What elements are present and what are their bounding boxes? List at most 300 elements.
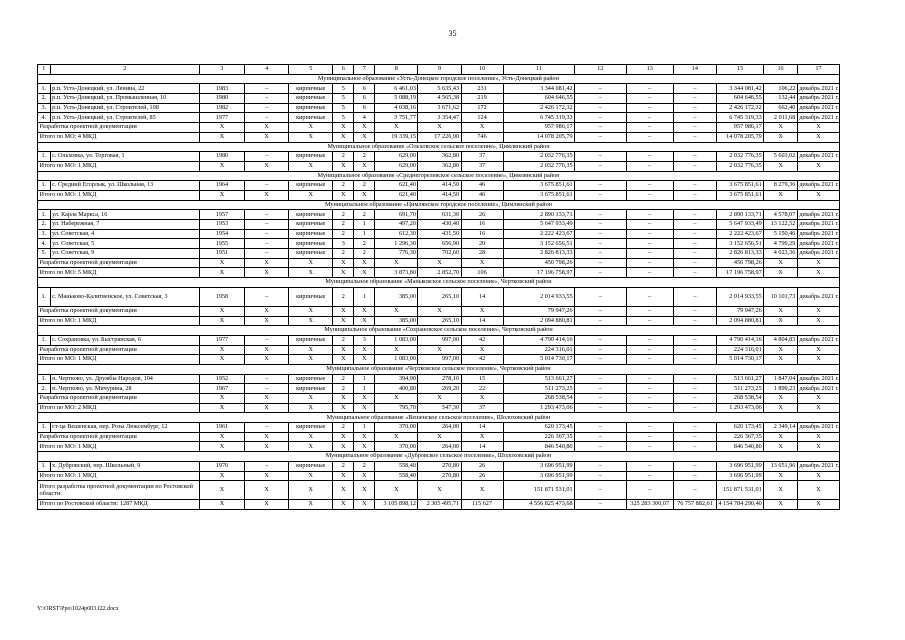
table-cell: 28 (461, 249, 503, 259)
table-cell: – (575, 345, 627, 355)
municipality-title: Муниципальное образование «Вешенское сельское поселение», Шолоховский район (38, 413, 840, 423)
building-row (38, 113, 840, 123)
table-cell: X (333, 132, 354, 142)
table-cell: – (673, 239, 716, 249)
table-cell: 231 (461, 84, 503, 94)
table-cell: 2 (354, 152, 375, 162)
table-cell: 17 226,90 (418, 132, 461, 142)
table-cell: X (764, 316, 798, 326)
table-cell: 385,00 (375, 316, 418, 326)
table-cell: – (673, 423, 716, 433)
table-cell: 3 344 081,42 (503, 84, 574, 94)
building-row (38, 461, 840, 471)
table-cell: X (245, 268, 289, 278)
table-cell: декабрь 2021 г. (799, 423, 839, 431)
table-cell: р.п. Усть-Донецкий, ул. Строителей, 85 (50, 113, 199, 123)
table-cell: кирпичные (289, 374, 333, 384)
table-cell: X (354, 500, 375, 510)
table-cell: X (461, 258, 503, 268)
summary-label: Итого по МО: 1 МКД (38, 355, 200, 365)
table-cell: – (626, 181, 673, 191)
column-number: 12 (575, 65, 627, 75)
table-cell: – (626, 258, 673, 268)
summary-label: Итого по МО: 1 МКД (38, 471, 200, 481)
file-path-footer: Y:\ORST\Ppo\1024p003.f22.docx (37, 606, 119, 612)
table-cell: 1980 (199, 152, 244, 162)
table-cell: декабрь 2021 г. (799, 374, 839, 382)
table-cell: кирпичные (289, 239, 333, 249)
column-number: 5 (289, 65, 333, 75)
table-cell: X (199, 345, 244, 355)
table-cell: 2 032 776,35 (503, 152, 574, 162)
table-cell: – (575, 384, 627, 394)
table-cell: X (199, 161, 244, 171)
table-cell: 46 (461, 181, 503, 191)
summary-row (38, 432, 840, 442)
table-cell: 4. (38, 113, 51, 123)
table-cell: ст-ца Вешенская, пер. Розы Люксембург, 12 (50, 423, 199, 433)
table-cell: 5 635,43 (418, 84, 461, 94)
table-cell: X (354, 306, 375, 316)
table-cell: 2 (333, 249, 354, 259)
table-cell: 224 316,01 (716, 345, 763, 355)
table-cell: X (289, 481, 333, 500)
table-cell: – (626, 113, 673, 123)
table-cell: декабрь 2021 г. (797, 287, 839, 306)
table-cell: 2 (333, 152, 354, 162)
table-cell: – (673, 181, 716, 191)
table-cell: 997,00 (418, 335, 461, 345)
table-cell: – (575, 181, 627, 191)
table-cell: 268 538,54 (503, 394, 574, 404)
column-number: 2 (50, 65, 199, 75)
table-cell: X (354, 394, 375, 404)
table-cell: 14 078 205,79 (503, 132, 574, 142)
table-cell: 547,30 (418, 403, 461, 413)
table-cell: 3 675 851,61 (716, 181, 763, 191)
table-cell: X (764, 471, 798, 481)
table-cell: 558,40 (375, 471, 418, 481)
table-cell: р.п. Усть-Донецкий, ул. Промышленная, 10 (50, 94, 199, 104)
table-cell: X (333, 442, 354, 452)
table-cell: X (764, 132, 798, 142)
table-cell: – (673, 345, 716, 355)
table-cell: X (199, 132, 244, 142)
table-cell: – (673, 442, 716, 452)
table-cell: 362,80 (418, 161, 461, 171)
table-cell: – (626, 442, 673, 452)
table-cell: 26 (461, 461, 503, 471)
table-cell: X (764, 123, 798, 133)
table-cell: – (575, 432, 627, 442)
table-cell: кирпичные (289, 113, 333, 123)
table-cell: ул. Советская, 9 (50, 249, 199, 259)
table-cell: 4 (354, 113, 375, 123)
table-cell: декабрь 2021 г. (799, 94, 839, 102)
table-cell: X (354, 258, 375, 268)
summary-label: Итого по МО: 1 МКД (38, 190, 200, 200)
table-cell: 430,40 (418, 220, 461, 230)
table-cell: с. Ольховка, ул. Торговая, 1 (50, 152, 199, 162)
table-cell: 76 757 882,61 (673, 500, 716, 510)
table-cell: 106 (461, 268, 503, 278)
table-cell: 612,30 (375, 229, 418, 239)
municipality-title: Муниципальное образование «Чертковское сельское поселение», Чертковский район (38, 364, 840, 374)
table-cell: X (199, 442, 244, 452)
municipality-title: Муниципальное образование «Среднегорелевское сельское поселение», Цимлянский район (38, 171, 840, 181)
table-cell: кирпичные (289, 423, 333, 433)
table-cell: – (575, 374, 627, 384)
table-cell: X (418, 306, 461, 316)
table-cell: – (575, 94, 627, 104)
table-cell: 1954 (199, 229, 244, 239)
table-cell: – (245, 249, 289, 259)
table-cell: 846 540,80 (716, 442, 763, 452)
summary-row (38, 355, 840, 365)
table-cell: 3 354,47 (418, 113, 461, 123)
table-cell: – (673, 316, 716, 326)
table-cell: 1977 (199, 335, 244, 345)
table-cell: декабрь 2021 г. (799, 181, 839, 189)
summary-row (38, 394, 840, 404)
table-cell: X (764, 345, 798, 355)
table-cell: X (245, 432, 289, 442)
table-cell: – (673, 161, 716, 171)
table-cell: 79 947,26 (716, 306, 763, 316)
table-cell: – (626, 152, 673, 162)
table-cell: X (797, 481, 839, 500)
table-cell: 4 154 784 290,40 (718, 500, 762, 508)
table-cell: – (575, 461, 627, 471)
table-cell: 151 871 531,01 (716, 481, 763, 500)
table-cell: 2 (333, 335, 354, 345)
table-cell: X (199, 190, 244, 200)
table-cell: х. Дубровский, пер. Школьный, 9 (50, 461, 199, 471)
table-cell: X (461, 481, 503, 500)
table-cell: – (673, 471, 716, 481)
table-cell: 14 078 205,79 (716, 132, 763, 142)
summary-row (38, 258, 840, 268)
table-cell: X (354, 403, 375, 413)
table-cell: 37 (461, 403, 503, 413)
column-number: 16 (764, 65, 798, 75)
table-cell: X (333, 190, 354, 200)
table-cell: 5 014 730,17 (503, 355, 574, 365)
table-cell: ул. Набережная, 7 (50, 220, 199, 230)
table-cell: 604 646,55 (503, 94, 574, 104)
table-cell: X (333, 258, 354, 268)
table-cell: – (673, 229, 716, 239)
table-cell: 26 (461, 210, 503, 220)
table-cell: 16 (461, 229, 503, 239)
table-cell: п. Чертково, ул. Дружбы Народов, 104 (50, 374, 199, 384)
table-cell: – (626, 84, 673, 94)
table-cell: 265,10 (418, 316, 461, 326)
summary-label: Итого по МО: 5 МКД (38, 268, 200, 278)
table-cell: X (354, 190, 375, 200)
table-cell: 224 316,01 (503, 345, 574, 355)
table-cell: ул. Советская, 5 (50, 239, 199, 249)
table-cell: 42 (461, 335, 503, 345)
column-number: 14 (673, 65, 716, 75)
table-cell: – (575, 423, 627, 433)
table-cell: X (375, 394, 418, 404)
table-cell: 4 804,83 (764, 335, 798, 345)
table-cell: 2 (333, 210, 354, 220)
table-cell: 3 671,62 (418, 103, 461, 113)
table-cell: 172 (461, 103, 503, 113)
column-number: 1 (38, 65, 51, 75)
table-cell: 4 578,07 (764, 210, 798, 220)
table-cell: 2 014 933,55 (716, 287, 763, 306)
table-cell: – (575, 394, 627, 404)
table-cell: 6 (354, 103, 375, 113)
table-cell: X (797, 403, 839, 413)
table-cell: 997,00 (418, 355, 461, 365)
summary-label: Разработка проектной документации (38, 432, 200, 442)
table-cell: X (354, 268, 375, 278)
table-cell: 4 023,36 (764, 249, 798, 259)
table-cell: X (199, 471, 244, 481)
column-number-row (38, 65, 840, 75)
municipality-section-row (38, 200, 840, 210)
table-cell: X (333, 394, 354, 404)
table-cell: кирпичные (289, 287, 333, 306)
summary-row (38, 161, 840, 171)
table-cell: X (375, 481, 418, 500)
table-cell: X (289, 316, 333, 326)
table-cell: – (626, 123, 673, 133)
table-cell: 42 (461, 355, 503, 365)
table-cell: 558,40 (375, 461, 418, 471)
table-cell: X (289, 432, 333, 442)
table-cell: 3 751,77 (375, 113, 418, 123)
table-cell: 3 152 656,51 (503, 239, 574, 249)
table-cell: 13 122,52 (764, 220, 798, 230)
table-cell: 26 (461, 471, 503, 481)
table-cell: – (673, 123, 716, 133)
table-cell: 3 152 656,51 (716, 239, 763, 249)
table-cell: 1953 (199, 220, 244, 230)
table-cell: 2 (354, 239, 375, 249)
summary-label: Разработка проектной документации (38, 394, 200, 404)
table-cell: X (797, 123, 839, 133)
table-cell: 3 696 951,99 (503, 471, 574, 481)
table-cell: X (797, 432, 839, 442)
column-number: 13 (626, 65, 673, 75)
table-cell: – (626, 132, 673, 142)
table-cell: X (418, 345, 461, 355)
table-cell: 5 647 933,49 (716, 220, 763, 230)
summary-label: Разработка проектной документации (38, 123, 200, 133)
table-cell: кирпичные (289, 229, 333, 239)
summary-label: Итого разработка проектной документации по Ростовской области: (38, 481, 200, 500)
table-cell: – (575, 335, 627, 345)
table-cell: – (575, 316, 627, 326)
table-cell: 5 (333, 94, 354, 104)
table-cell: – (626, 481, 673, 500)
table-cell: – (626, 461, 673, 471)
table-cell: – (575, 123, 627, 133)
table-cell: X (199, 403, 244, 413)
table-cell: X (764, 355, 798, 365)
table-cell: – (245, 152, 289, 162)
table-cell: X (461, 345, 503, 355)
table-cell: 1. (38, 423, 51, 433)
summary-label: Итого по Ростовской области: 1287 МКД (38, 500, 200, 510)
table-cell: X (245, 190, 289, 200)
table-cell: – (626, 384, 673, 394)
table-cell: – (626, 287, 673, 306)
table-cell: X (354, 161, 375, 171)
table-cell: 1 (354, 384, 375, 394)
table-cell: 3 344 081,42 (716, 84, 763, 94)
table-cell: 2 (354, 181, 375, 191)
table-cell: 2 (354, 249, 375, 259)
table-cell: 414,50 (418, 190, 461, 200)
table-cell: – (245, 210, 289, 220)
table-cell: 1 083,00 (375, 355, 418, 365)
table-cell: 2 426 172,32 (503, 103, 574, 113)
table-cell: декабрь 2021 г. (799, 84, 839, 92)
table-cell: 1982 (199, 103, 244, 113)
table-cell: 17 196 758,97 (716, 268, 763, 278)
municipality-title: Муниципальное образование «Ольховское сельское поселение», Цимлянский район (38, 142, 840, 152)
table-cell: 1961 (199, 423, 244, 433)
table-cell: р.п. Усть-Донецкий, ул. Ленина, 22 (50, 84, 199, 94)
table-cell: 1 296,30 (375, 239, 418, 249)
table-cell: X (461, 394, 503, 404)
table-cell: X (764, 258, 798, 268)
table-cell: – (673, 403, 716, 413)
table-cell: – (673, 132, 716, 142)
table-cell: – (673, 355, 716, 365)
table-cell: 14 (461, 316, 503, 326)
table-cell: декабрь 2021 г. (799, 220, 839, 228)
table-cell: X (333, 481, 354, 500)
table-cell: 4. (38, 239, 51, 249)
table-cell: 4 790 414,16 (716, 335, 763, 345)
table-cell: 1970 (199, 461, 244, 471)
table-cell: 2 (333, 287, 354, 306)
table-cell: 6 745 319,33 (503, 113, 574, 123)
table-cell: декабрь 2021 г. (799, 229, 839, 237)
table-cell: – (245, 384, 289, 394)
municipality-title: Муниципальное образование «Дубровское сельское поселение», Шолоховский район (38, 452, 840, 462)
table-cell: 2 426 172,32 (716, 103, 763, 113)
table-cell: – (245, 423, 289, 433)
table-cell: X (461, 432, 503, 442)
table-cell: – (575, 403, 627, 413)
table-cell: кирпичные (289, 335, 333, 345)
table-cell: X (245, 258, 289, 268)
table-cell: 957 986,17 (503, 123, 574, 133)
table-cell: – (673, 152, 716, 162)
table-cell: X (289, 132, 333, 142)
table-cell: кирпичные (289, 249, 333, 259)
table-cell: 6 (354, 84, 375, 94)
table-cell: 1 083,00 (375, 335, 418, 345)
table-cell: – (673, 84, 716, 94)
table-cell: X (354, 123, 375, 133)
table-cell: X (764, 442, 798, 452)
municipality-section-row (38, 413, 840, 423)
table-cell: 1. (38, 84, 51, 94)
table-cell: X (289, 355, 333, 365)
table-cell: X (354, 316, 375, 326)
table-cell: – (575, 113, 627, 123)
table-cell: 2 890 133,71 (716, 210, 763, 220)
table-cell: 10 101,73 (764, 287, 798, 306)
table-cell: 513 661,27 (503, 374, 574, 384)
table-cell: X (461, 123, 503, 133)
table-cell: 2 011,68 (764, 113, 798, 123)
table-cell: 1958 (199, 287, 244, 306)
table-cell: ул. Карла Маркса, 16 (50, 210, 199, 220)
summary-row (38, 316, 840, 326)
building-row (38, 181, 840, 191)
table-cell: – (626, 249, 673, 259)
table-cell: 3. (38, 103, 51, 113)
table-cell: 1 (354, 220, 375, 230)
table-cell: – (575, 500, 627, 510)
building-row (38, 229, 840, 239)
table-cell: 629,00 (375, 161, 418, 171)
table-cell: 2 032 776,35 (716, 152, 763, 162)
table-cell: декабрь 2021 г. (799, 210, 839, 218)
table-cell: 2 852,70 (418, 268, 461, 278)
table-cell: 456 798,26 (716, 258, 763, 268)
municipality-section-row (38, 74, 840, 84)
table-cell: X (375, 345, 418, 355)
table-cell: X (354, 432, 375, 442)
table-cell: – (626, 103, 673, 113)
table-cell: – (575, 471, 627, 481)
table-cell: – (245, 335, 289, 345)
table-cell: 22 (461, 384, 503, 394)
table-cell: X (354, 132, 375, 142)
table-cell: X (289, 161, 333, 171)
table-cell: – (673, 249, 716, 259)
table-cell: X (354, 355, 375, 365)
table-cell: 2 (333, 423, 354, 433)
table-cell: 132,44 (764, 94, 798, 104)
table-cell: декабрь 2021 г. (799, 462, 839, 470)
table-cell: – (575, 190, 627, 200)
table-cell: 1. (38, 287, 51, 306)
table-cell: – (626, 432, 673, 442)
municipality-section-row (38, 364, 840, 374)
column-number: 10 (461, 65, 503, 75)
table-cell: кирпичные (289, 94, 333, 104)
column-number: 11 (503, 65, 574, 75)
table-cell: 19 339,15 (375, 132, 418, 142)
table-cell: кирпичные (289, 103, 333, 113)
table-cell: 746 (461, 132, 503, 142)
summary-row (38, 442, 840, 452)
table-cell: 394,90 (375, 374, 418, 384)
summary-row (38, 403, 840, 413)
table-cell: 1977 (199, 113, 244, 123)
table-cell: 13 651,96 (764, 461, 798, 471)
table-cell: 4 556 825 473,68 (503, 500, 574, 510)
table-cell: 620 173,45 (716, 423, 763, 433)
table-cell: 1952 (199, 374, 244, 384)
summary-row (38, 132, 840, 142)
table-cell: X (418, 394, 461, 404)
table-cell: X (333, 123, 354, 133)
table-cell: X (333, 403, 354, 413)
